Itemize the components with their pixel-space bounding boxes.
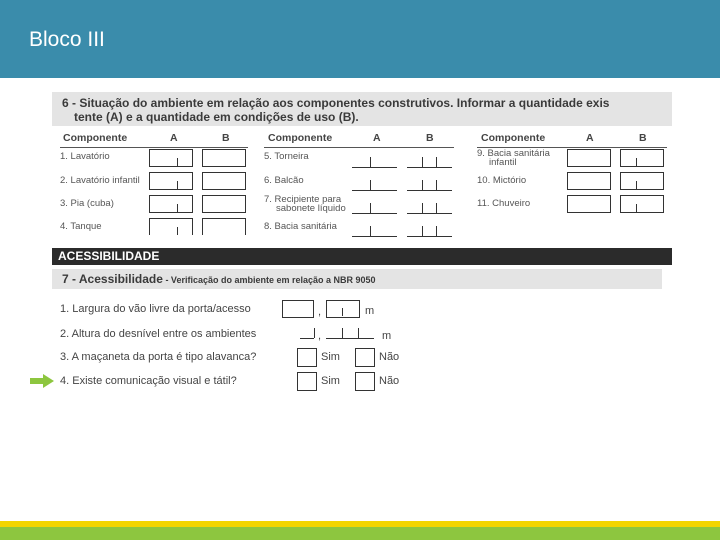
checkbox-q3-nao[interactable] xyxy=(355,348,375,367)
input-balcao-b[interactable] xyxy=(407,190,452,191)
section-7-title xyxy=(62,272,376,286)
col1-componente-header: Componente xyxy=(63,132,128,144)
digit-tick xyxy=(342,308,343,316)
digit-tick xyxy=(436,203,437,213)
input-bacia-infantil-b[interactable] xyxy=(620,149,664,167)
input-torneira-a[interactable] xyxy=(352,167,397,168)
digit-tick xyxy=(177,158,178,166)
input-tanque-a[interactable] xyxy=(149,218,193,235)
col2-componente-header: Componente xyxy=(268,132,333,144)
col2-header-rule xyxy=(264,147,454,148)
item-lavatorio-infantil: 2. Lavatório infantil xyxy=(60,175,140,186)
digit-tick xyxy=(177,227,178,235)
input-altura-dec[interactable] xyxy=(326,338,374,339)
item-tanque: 4. Tanque xyxy=(60,221,102,232)
question-3: 3. A maçaneta da porta é tipo alavanca? xyxy=(60,351,257,363)
input-lavatorio-b[interactable] xyxy=(202,149,246,167)
digit-tick xyxy=(177,181,178,189)
question-2: 2. Altura do desnível entre os ambientes xyxy=(60,328,257,340)
input-largura-dec[interactable] xyxy=(326,300,360,318)
input-pia-a[interactable] xyxy=(149,195,193,213)
col1-header-rule xyxy=(60,147,248,148)
col3-b-header: B xyxy=(639,132,647,144)
label-q4-sim: Sim xyxy=(321,375,340,387)
digit-tick xyxy=(436,226,437,236)
item-torneira: 5. Torneira xyxy=(264,151,309,162)
input-balcao-a[interactable] xyxy=(352,190,397,191)
input-lavatorio-infantil-a[interactable] xyxy=(149,172,193,190)
section-6-header xyxy=(52,92,672,126)
digit-tick xyxy=(370,203,371,213)
input-recipiente-a[interactable] xyxy=(352,213,397,214)
input-mictorio-b[interactable] xyxy=(620,172,664,190)
col1-b-header: B xyxy=(222,132,230,144)
section-6-title xyxy=(62,96,667,124)
digit-tick xyxy=(636,204,637,212)
digit-tick xyxy=(636,158,637,166)
input-bacia-sanitaria-a[interactable] xyxy=(352,236,397,237)
col3-componente-header: Componente xyxy=(481,132,546,144)
item-bacia-infantil: 9. Bacia sanitária xyxy=(477,148,550,159)
section-7-header xyxy=(52,269,662,289)
accessibility-banner-text: ACESSIBILIDADE xyxy=(58,249,160,263)
checkbox-q4-nao[interactable] xyxy=(355,372,375,391)
digit-tick xyxy=(636,181,637,189)
digit-tick xyxy=(370,226,371,236)
item-mictorio: 10. Mictório xyxy=(477,175,527,186)
label-q3-sim: Sim xyxy=(321,351,340,363)
digit-tick xyxy=(370,157,371,167)
accessibility-banner xyxy=(52,248,672,265)
digit-tick xyxy=(370,180,371,190)
decimal-comma: , xyxy=(318,330,322,342)
checkbox-q4-sim[interactable] xyxy=(297,372,317,391)
item-bacia-sanitaria: 8. Bacia sanitária xyxy=(264,221,337,232)
input-bacia-infantil-a[interactable] xyxy=(567,149,611,167)
digit-tick xyxy=(422,226,423,236)
page-title: Bloco III xyxy=(29,28,105,51)
digit-tick xyxy=(422,180,423,190)
item-chuveiro: 11. Chuveiro xyxy=(477,198,531,209)
input-mictorio-a[interactable] xyxy=(567,172,611,190)
survey-form xyxy=(52,92,672,402)
item-recipiente: 7. Recipiente para xyxy=(264,194,342,205)
header-bar xyxy=(0,0,720,78)
section-6-title-line2: tente (A) e a quantidade em condições de uso (B). xyxy=(74,110,359,124)
digit-tick xyxy=(436,157,437,167)
input-chuveiro-a[interactable] xyxy=(567,195,611,213)
input-recipiente-b[interactable] xyxy=(407,213,452,214)
item-pia: 3. Pia (cuba) xyxy=(60,198,114,209)
digit-tick xyxy=(422,203,423,213)
digit-tick xyxy=(342,328,343,338)
arrow-right-icon xyxy=(30,374,54,388)
input-pia-b[interactable] xyxy=(202,195,246,213)
input-largura-int[interactable] xyxy=(282,300,314,318)
question-1: 1. Largura do vão livre da porta/acesso xyxy=(60,303,251,315)
section-6-title-line1: 6 - Situação do ambiente em relação aos componentes construtivos. Informar a quantidade exis xyxy=(62,96,610,110)
input-lavatorio-infantil-b[interactable] xyxy=(202,172,246,190)
input-chuveiro-b[interactable] xyxy=(620,195,664,213)
digit-tick xyxy=(422,157,423,167)
footer-stripe-green xyxy=(0,527,720,540)
col2-a-header: A xyxy=(373,132,381,144)
digit-tick xyxy=(314,328,315,338)
checkbox-q3-sim[interactable] xyxy=(297,348,317,367)
digit-tick xyxy=(358,328,359,338)
item-lavatorio: 1. Lavatório xyxy=(60,151,110,162)
input-torneira-b[interactable] xyxy=(407,167,452,168)
unit-m-1: m xyxy=(365,305,375,317)
col3-a-header: A xyxy=(586,132,594,144)
col1-a-header: A xyxy=(170,132,178,144)
input-tanque-b[interactable] xyxy=(202,218,246,235)
decimal-comma: , xyxy=(318,306,322,318)
input-bacia-sanitaria-b[interactable] xyxy=(407,236,452,237)
col2-b-header: B xyxy=(426,132,434,144)
section-7-subtitle: - Verificação do ambiente em relação a NBR 9050 xyxy=(162,275,376,285)
label-q3-nao: Não xyxy=(379,351,400,363)
item-balcao: 6. Balcão xyxy=(264,175,304,186)
unit-m-2: m xyxy=(382,330,392,342)
question-4: 4. Existe comunicação visual e tátil? xyxy=(60,375,237,387)
digit-tick xyxy=(177,204,178,212)
digit-tick xyxy=(436,180,437,190)
input-altura-int[interactable] xyxy=(300,338,314,339)
input-lavatorio-a[interactable] xyxy=(149,149,193,167)
item-bacia-infantil-line2: infantil xyxy=(489,157,517,168)
item-recipiente-line2: sabonete líquido xyxy=(276,203,346,214)
label-q4-nao: Não xyxy=(379,375,400,387)
section-7-title-main: 7 - Acessibilidade xyxy=(62,272,163,286)
